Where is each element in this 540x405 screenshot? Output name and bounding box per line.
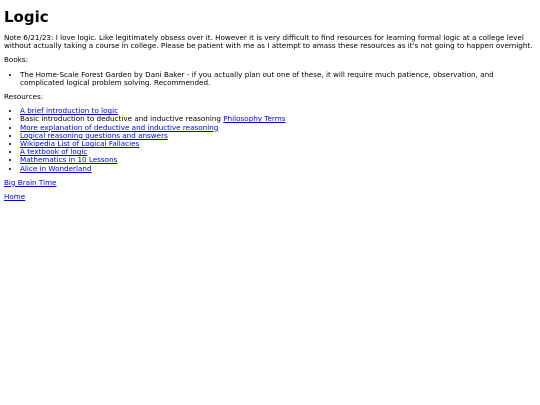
resource-link-wikipedia-fallacies[interactable]: Wikipedia List of Logical Fallacies [20,139,140,149]
resource-link-alice[interactable]: Alice in Wonderland [20,163,92,173]
note-paragraph: Note 6/21/23: I love logic. Like legitimately obsess over it. However it is very difficult to find resources for learning formal logic at a college level without actually taking a course in college. Please be patient with me as I attempt to amass these resources as it's not going to happen overnight. [4,33,533,51]
books-list [4,71,540,87]
resource-text-basic-intro: Basic introduction to deductive and inductive reasoning [20,114,221,124]
home-paragraph [4,193,540,201]
resource-link-philosophy-terms[interactable]: Philosophy Terms [223,114,286,124]
big-brain-link[interactable]: Big Brain Time [4,177,57,187]
page-title: Logic [4,8,49,26]
resources-heading: Resources: [4,92,44,102]
list-item [20,156,540,164]
list-item: • The Home-Scale Forest Garden by Dani Baker - if you actually plan out one of these, it will require much patience, observation, and complicated logical problem solving. Recommended. [20,71,540,87]
resource-link-more-explanation[interactable]: More explanation of deductive and inductive reasoning [20,122,219,132]
books-heading: Books: [4,55,29,65]
big-brain-paragraph [4,179,540,187]
resource-link-reasoning-questions[interactable]: Logical reasoning questions and answers [20,130,168,140]
page [0,0,540,201]
list-item [20,140,540,148]
resources-list [4,107,540,173]
list-item [20,165,540,173]
home-link[interactable]: Home [4,192,26,202]
resource-link-mathematics[interactable]: Mathematics in 10 Lessons [20,155,118,165]
resource-link-brief-intro[interactable]: A brief introduction to logic [20,106,119,116]
resource-link-textbook[interactable]: A textbook of logic [20,147,88,157]
